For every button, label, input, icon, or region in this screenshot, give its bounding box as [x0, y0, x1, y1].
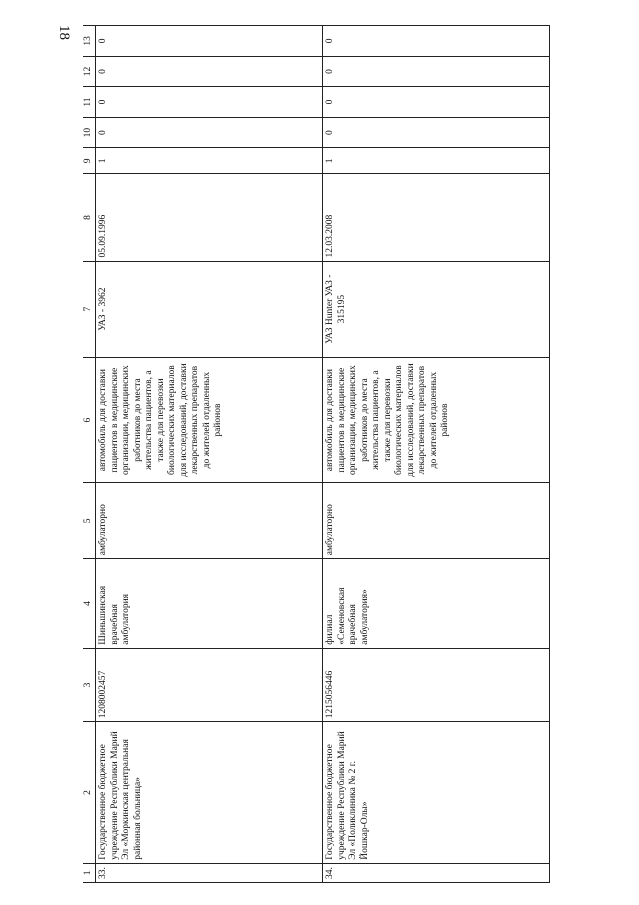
table-row	[96, 26, 323, 883]
column-header: 2	[83, 722, 96, 864]
count-value: 0	[323, 87, 550, 118]
care-type: амбулаторно	[323, 483, 550, 559]
column-header: 7	[83, 261, 96, 357]
registration-date: 05.09.1996	[96, 174, 323, 261]
vehicle-model: УАЗ Hunter УАЗ - 315195	[323, 261, 550, 357]
organization-name: Государственное бюджетное учреждение Республики Марий Эл «Поликлиника № 2 г. Йошкар-Олы»	[323, 722, 550, 864]
row-number: 33.	[96, 863, 323, 882]
table-row	[323, 26, 550, 883]
count-value: 1	[323, 148, 550, 174]
column-header: 9	[83, 148, 96, 174]
organization-name: Государственное бюджетное учреждение Республики Марий Эл «Моркинская центральная районная больница»	[96, 722, 323, 864]
column-header: 1	[83, 863, 96, 882]
count-value: 0	[323, 117, 550, 148]
vehicle-model: УАЗ - 3962	[96, 261, 323, 357]
count-value: 0	[96, 56, 323, 87]
column-header: 11	[83, 87, 96, 118]
count-value: 1	[96, 148, 323, 174]
column-header: 13	[83, 26, 96, 57]
organization-code: 1208002457	[96, 648, 323, 722]
column-number-row	[83, 26, 96, 883]
count-value: 0	[96, 26, 323, 57]
count-value: 0	[323, 26, 550, 57]
column-header: 12	[83, 56, 96, 87]
count-value: 0	[323, 56, 550, 87]
vehicle-purpose: автомобиль для доставки пациентов в медицинские организации, медицинских работников до места жительства пациентов, а также для перевозки биологических материалов для исследований, доставки лекарственных препаратов до жителей отдаленных районов	[323, 357, 550, 483]
care-type: амбулаторно	[96, 483, 323, 559]
column-header: 10	[83, 117, 96, 148]
column-header: 6	[83, 357, 96, 483]
organization-code: 1215056446	[323, 648, 550, 722]
vehicle-purpose: автомобиль для доставки пациентов в медицинские организации, медицинских работников до места жительства пациентов, а также для перевозки биологических материалов для исследований, доставки лекарственных препаратов до жителей отдаленных районов	[96, 357, 323, 483]
column-header: 3	[83, 648, 96, 722]
row-number: 34.	[323, 863, 550, 882]
registration-date: 12.03.2008	[323, 174, 550, 261]
count-value: 0	[96, 87, 323, 118]
vehicle-table	[83, 25, 623, 883]
column-header: 8	[83, 174, 96, 261]
count-value: 0	[96, 117, 323, 148]
subdivision-name: Шиньшинская врачебная амбулатория	[96, 559, 323, 648]
page-number: 18	[56, 25, 72, 40]
subdivision-name: филиал «Семеновская врачебная амбулатория»	[323, 559, 550, 648]
column-header: 4	[83, 559, 96, 648]
column-header: 5	[83, 483, 96, 559]
